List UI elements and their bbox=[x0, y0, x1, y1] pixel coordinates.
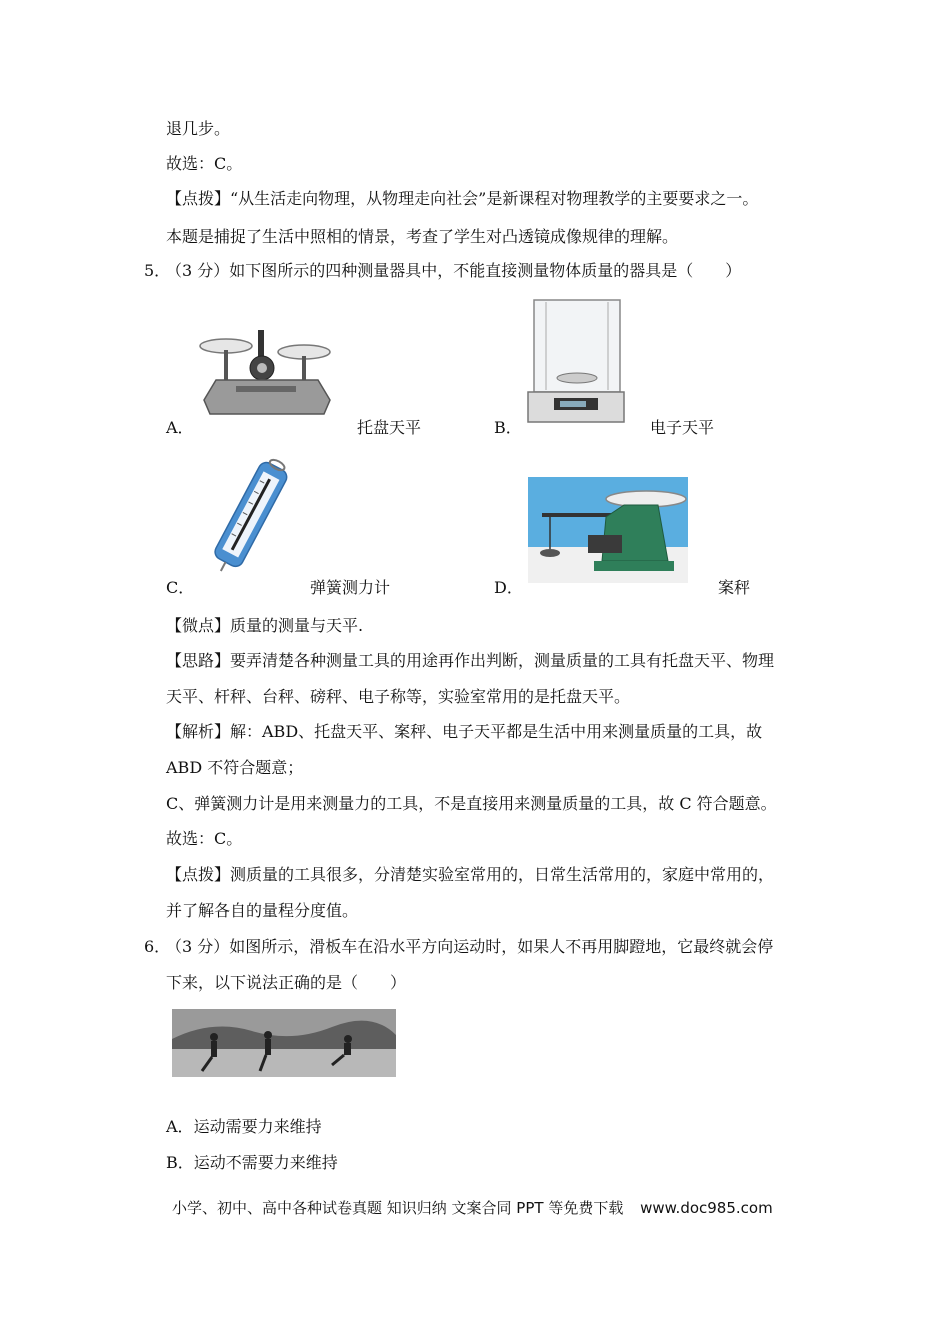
q6-stem-line2: 下来，以下说法正确的是（ ） bbox=[166, 973, 407, 992]
q5-analysis-line3: C、弹簧测力计是用来测量力的工具，不是直接用来测量质量的工具，故 C 符合题意。 bbox=[166, 794, 777, 813]
q5-option-c-text: 弹簧测力计 bbox=[310, 578, 391, 597]
q5-option-c-label: C． bbox=[166, 578, 195, 597]
q5-option-b-label: B． bbox=[494, 418, 522, 437]
tray-balance-image bbox=[196, 322, 334, 422]
q5-number: 5． bbox=[144, 261, 171, 280]
q6-stem-line1: （3 分）如图所示，滑板车在沿水平方向运动时，如果人不再用脚蹬地，它最终就会停 bbox=[166, 937, 774, 956]
q5-option-d-label: D． bbox=[494, 578, 523, 597]
q5-answer: 故选：C。 bbox=[166, 829, 243, 848]
q5-stem: （3 分）如下图所示的四种测量器具中，不能直接测量物体质量的器具是（ ） bbox=[166, 261, 742, 280]
q5-tip-line1: 【点拨】测质量的工具很多，分清楚实验室常用的，日常生活常用的，家庭中常用的， bbox=[166, 865, 775, 884]
electronic-balance-image bbox=[524, 298, 628, 430]
q6-number: 6． bbox=[144, 937, 171, 956]
prev-tip-line2: 本题是捕捉了生活中照相的情景，考查了学生对凸透镜成像规律的理解。 bbox=[166, 227, 679, 246]
footer bbox=[172, 1197, 773, 1218]
footer-url[interactable]: www.doc985.com bbox=[640, 1199, 773, 1217]
q5-analysis-line2: ABD 不符合题意； bbox=[166, 758, 304, 777]
footer-text: 小学、初中、高中各种试卷真题 知识归纳 文案合同 PPT 等免费下载 bbox=[172, 1199, 624, 1217]
prev-tip-line1: 【点拨】“从生活走向物理，从物理走向社会”是新课程对物理教学的主要要求之一。 bbox=[166, 189, 759, 208]
q5-point: 【微点】质量的测量与天平. bbox=[166, 616, 364, 635]
scooter-photo-image bbox=[172, 1009, 396, 1077]
q6-option-a: A．运动需要力来维持 bbox=[166, 1117, 322, 1136]
prev-tail: 退几步。 bbox=[166, 119, 231, 138]
q5-idea-line1: 【思路】要弄清楚各种测量工具的用途再作出判断，测量质量的工具有托盘天平、物理 bbox=[166, 651, 775, 670]
q6-option-b: B．运动不需要力来维持 bbox=[166, 1153, 338, 1172]
prev-answer: 故选：C。 bbox=[166, 154, 243, 173]
spring-scale-image bbox=[196, 454, 302, 582]
q5-option-d-text: 案秤 bbox=[718, 578, 751, 597]
q5-option-b-text: 电子天平 bbox=[650, 418, 715, 437]
q5-analysis-line1: 【解析】解：ABD、托盘天平、案秤、电子天平都是生活中用来测量质量的工具，故 bbox=[166, 722, 763, 741]
platform-scale-image bbox=[528, 477, 688, 583]
q5-option-a-label: A． bbox=[166, 418, 194, 437]
q5-option-a-text: 托盘天平 bbox=[357, 418, 422, 437]
q5-idea-line2: 天平、杆秤、台秤、磅秤、电子称等，实验室常用的是托盘天平。 bbox=[166, 687, 631, 706]
q5-tip-line2: 并了解各自的量程分度值。 bbox=[166, 901, 359, 920]
